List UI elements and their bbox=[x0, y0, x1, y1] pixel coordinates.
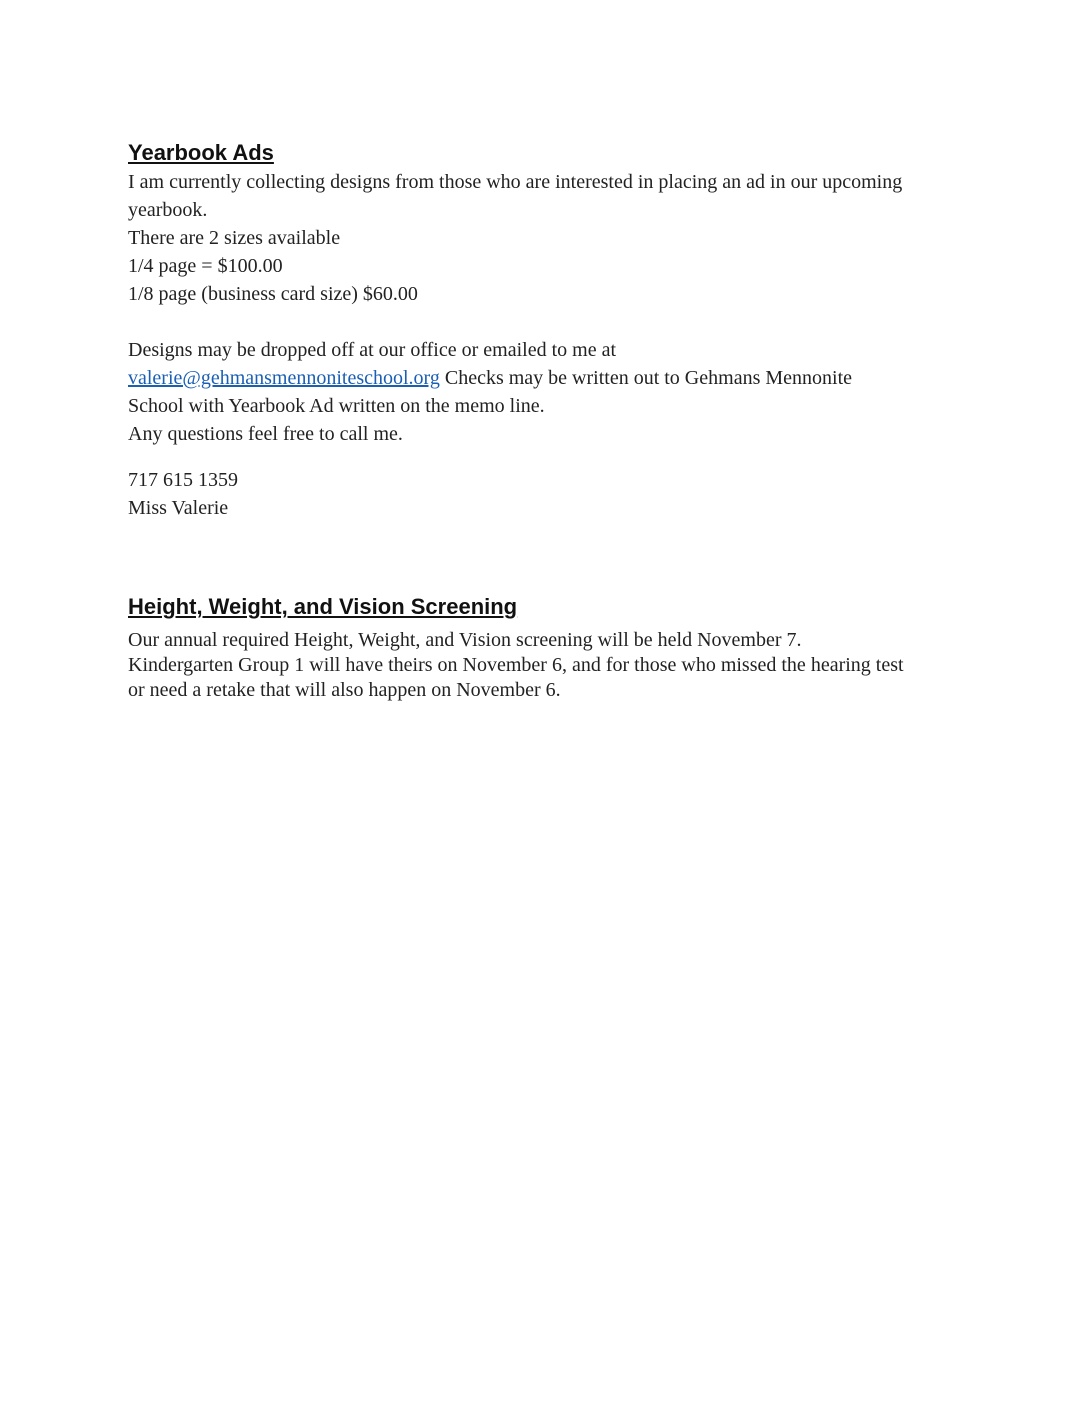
intro-line-1: I am currently collecting designs from those who are interested in placing an ad in our upcoming bbox=[128, 171, 903, 193]
checks-text: Checks may be written out to Gehmans Mennonite bbox=[439, 367, 852, 389]
screening-line-1: Our annual required Height, Weight, and Vision screening will be held November 7. bbox=[128, 629, 802, 651]
document-page bbox=[128, 138, 968, 703]
questions-line: Any questions feel free to call me. bbox=[128, 423, 403, 445]
intro-line-2: yearbook. bbox=[128, 199, 208, 221]
size-eighth-page: 1/8 page (business card size) $60.00 bbox=[128, 283, 418, 305]
size-quarter-page: 1/4 page = $100.00 bbox=[128, 255, 283, 277]
email-line bbox=[128, 364, 968, 392]
sizes-intro: There are 2 sizes available bbox=[128, 227, 341, 249]
screening-section bbox=[128, 592, 968, 703]
screening-line-2: Kindergarten Group 1 will have theirs on November 6, and for those who missed the hearing test bbox=[128, 654, 904, 676]
yearbook-ads-section bbox=[128, 138, 968, 522]
signature: Miss Valerie bbox=[128, 497, 229, 519]
yearbook-ads-heading: Yearbook Ads bbox=[128, 140, 274, 165]
email-link[interactable]: valerie@gehmansmennoniteschool.org bbox=[128, 367, 440, 389]
screening-heading: Height, Weight, and Vision Screening bbox=[128, 594, 518, 619]
screening-line-3: or need a retake that will also happen on November 6. bbox=[128, 679, 561, 701]
checks-line-2: School with Yearbook Ad written on the memo line. bbox=[128, 395, 545, 417]
phone-number: 717 615 1359 bbox=[128, 469, 238, 491]
designs-line: Designs may be dropped off at our office or emailed to me at bbox=[128, 339, 616, 361]
